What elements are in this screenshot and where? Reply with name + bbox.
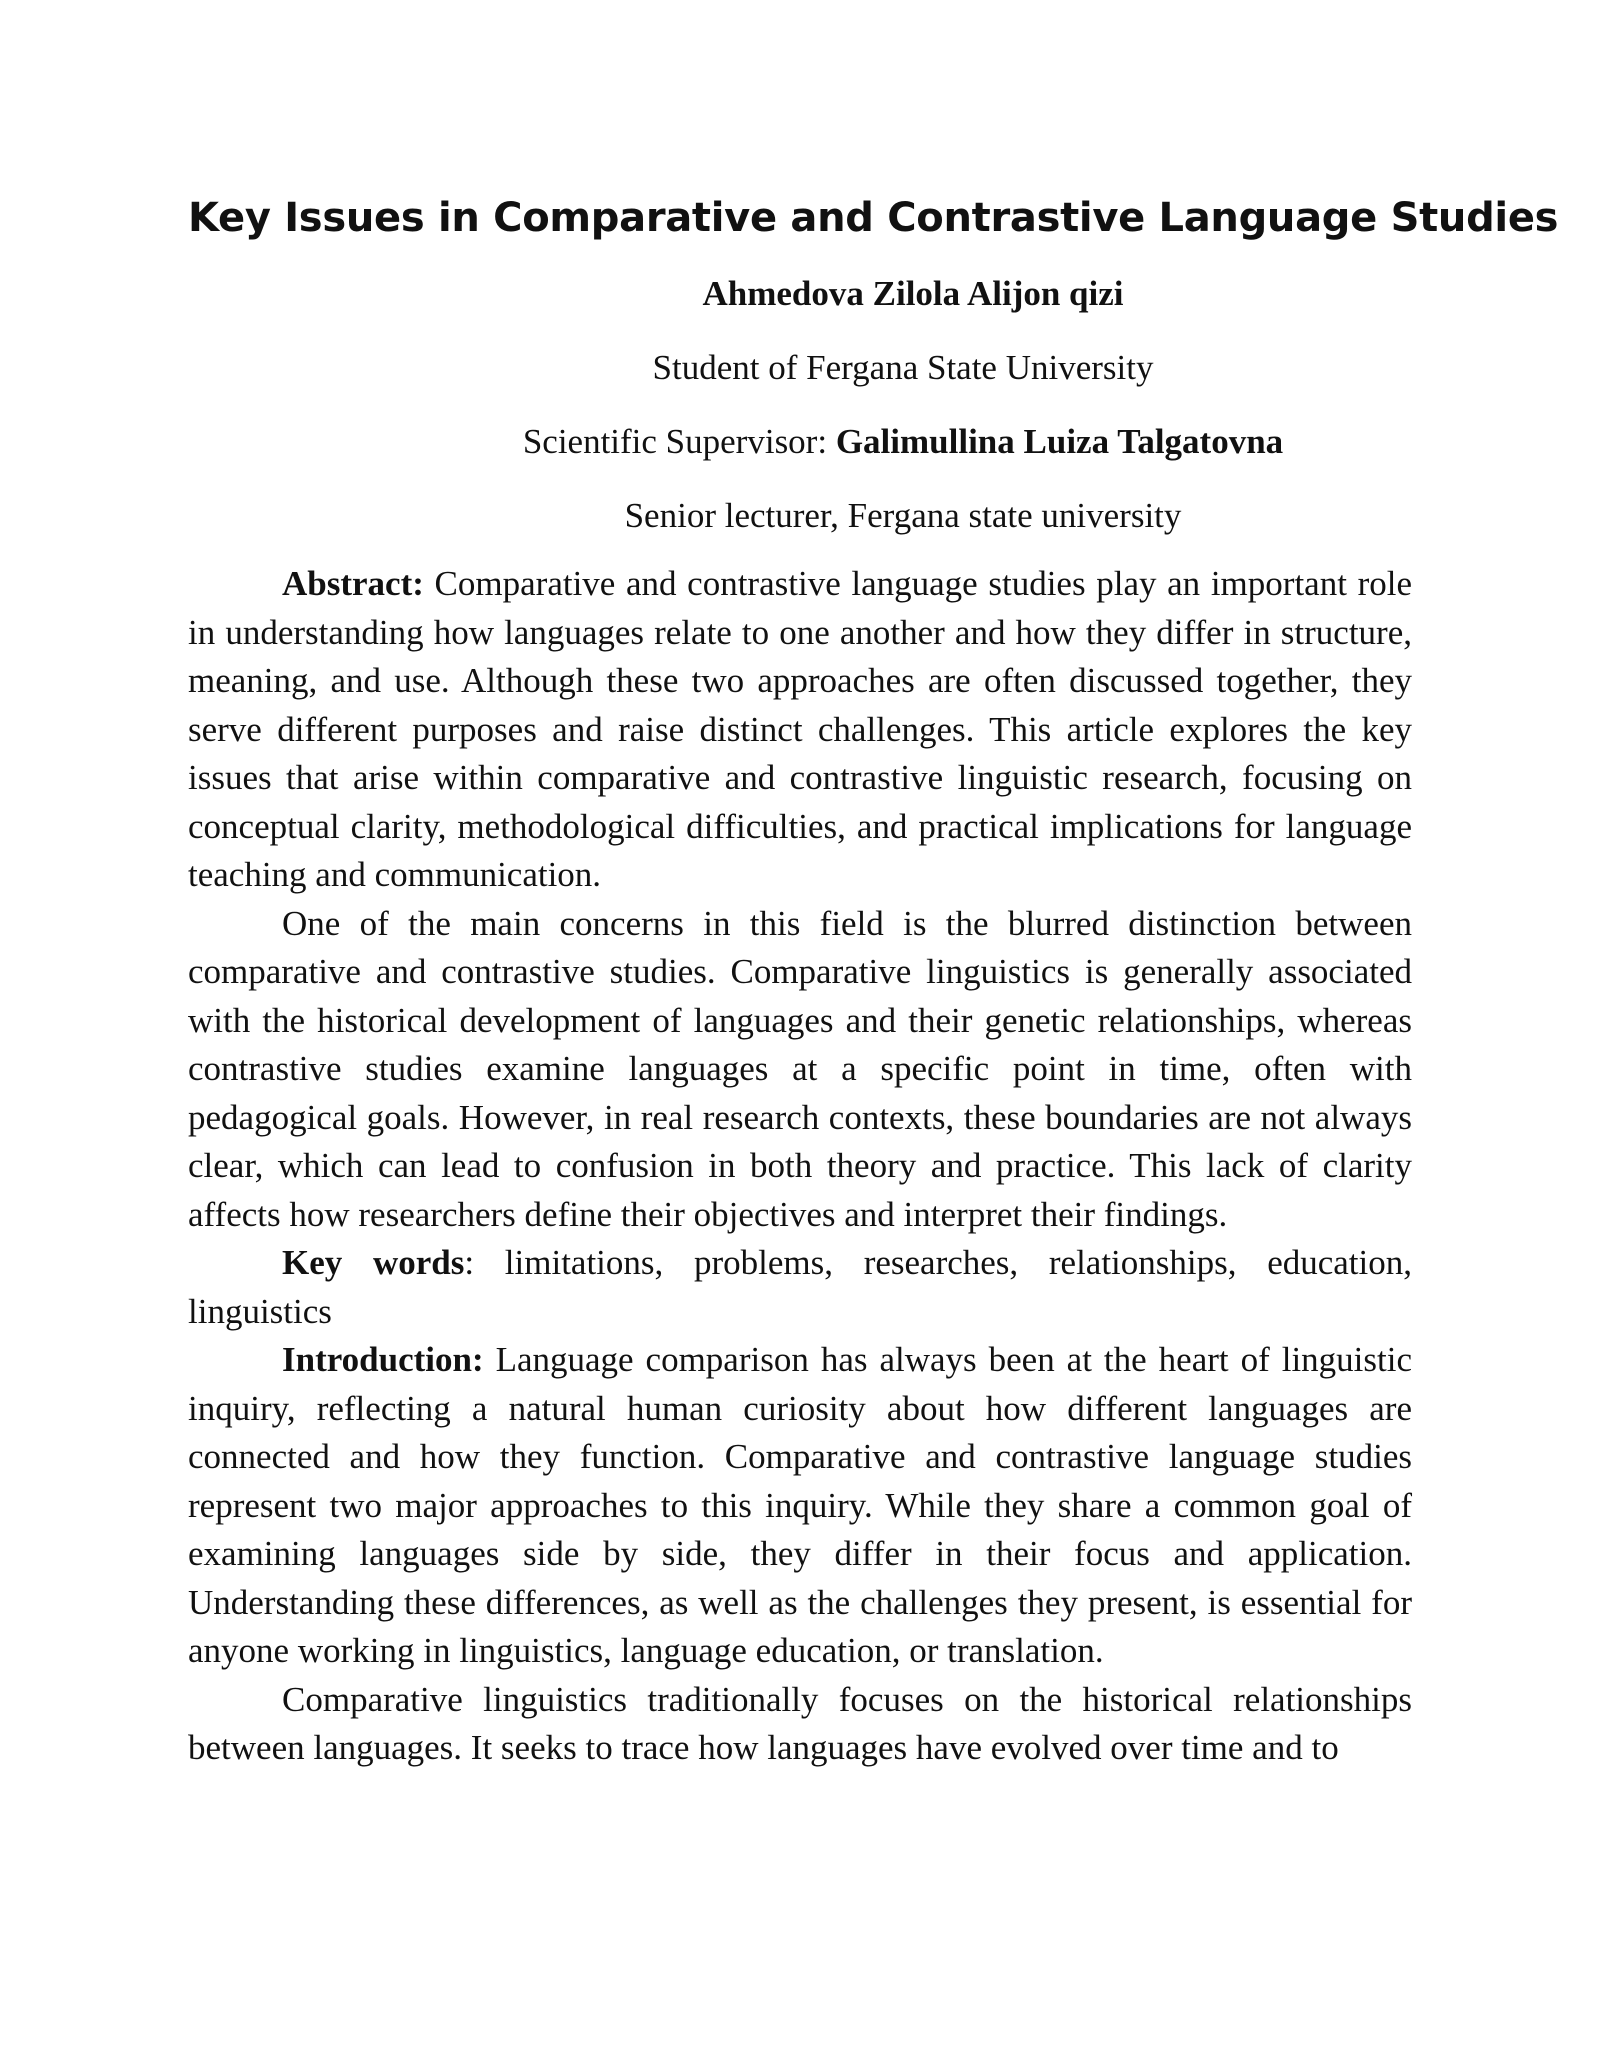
document-page bbox=[188, 190, 1559, 1773]
keywords-paragraph bbox=[188, 1239, 1412, 1336]
abstract-text: Comparative and contrastive language studies play an important role in understanding how languages relate to one another and how they differ in structure, meaning, and use. Although these two approaches are often discussed together, they serve different purposes and raise distinct challenges. This article explores the key issues that arise within comparative and contrastive linguistic research, focusing on conceptual clarity, methodological difficulties, and practical implications for language teaching and communication. bbox=[188, 564, 1412, 894]
keywords-text: : limitations, problems, researches, relationships, education, linguistics bbox=[188, 1243, 1413, 1331]
historical-paragraph: Comparative linguistics traditionally focuses on the historical relationships between languages. It seeks to trace how languages have evolved over time and to bbox=[188, 1679, 1412, 1767]
author-name: Ahmedova Zilola Alijon qizi bbox=[702, 274, 1124, 313]
supervisor-name: Galimullina Luiza Talgatovna bbox=[835, 422, 1284, 461]
supervisor-position: Senior lecturer, Fergana state university bbox=[624, 496, 1182, 535]
concerns-paragraph: One of the main concerns in this field is the blurred distinction between comparative and contrastive studies. Comparative linguistics is generally associated with the historical development of languages and their genetic relationships, whereas contrastive studies examine languages at a specific point in time, often with pedagogical goals. However, in real research contexts, these boundaries are not always clear, which can lead to confusion in both theory and practice. This lack of clarity affects how researchers define their objectives and interpret their findings. bbox=[188, 903, 1412, 1234]
introduction-text: Language comparison has always been at the heart of linguistic inquiry, reflecting a natural human curiosity about how different languages are connected and how they function. Comparative and contrastive language studies represent two major approaches to this inquiry. While they share a common goal of examining languages side by side, they differ in their focus and application. Understanding these differences, as well as the challenges they present, is essential for anyone working in linguistics, language education, or translation. bbox=[188, 1340, 1412, 1670]
abstract-paragraph bbox=[188, 560, 1412, 900]
supervisor-line bbox=[188, 418, 1412, 466]
keywords-label: Key words bbox=[282, 1243, 465, 1282]
author-affiliation: Student of Fergana State University bbox=[652, 348, 1154, 387]
paper-title: Key Issues in Comparative and Contrastive Language Studies bbox=[188, 195, 1559, 241]
supervisor-label: Scientific Supervisor: bbox=[522, 422, 836, 461]
introduction-paragraph bbox=[188, 1336, 1412, 1676]
introduction-label: Introduction: bbox=[282, 1340, 484, 1379]
abstract-label: Abstract: bbox=[282, 564, 424, 603]
